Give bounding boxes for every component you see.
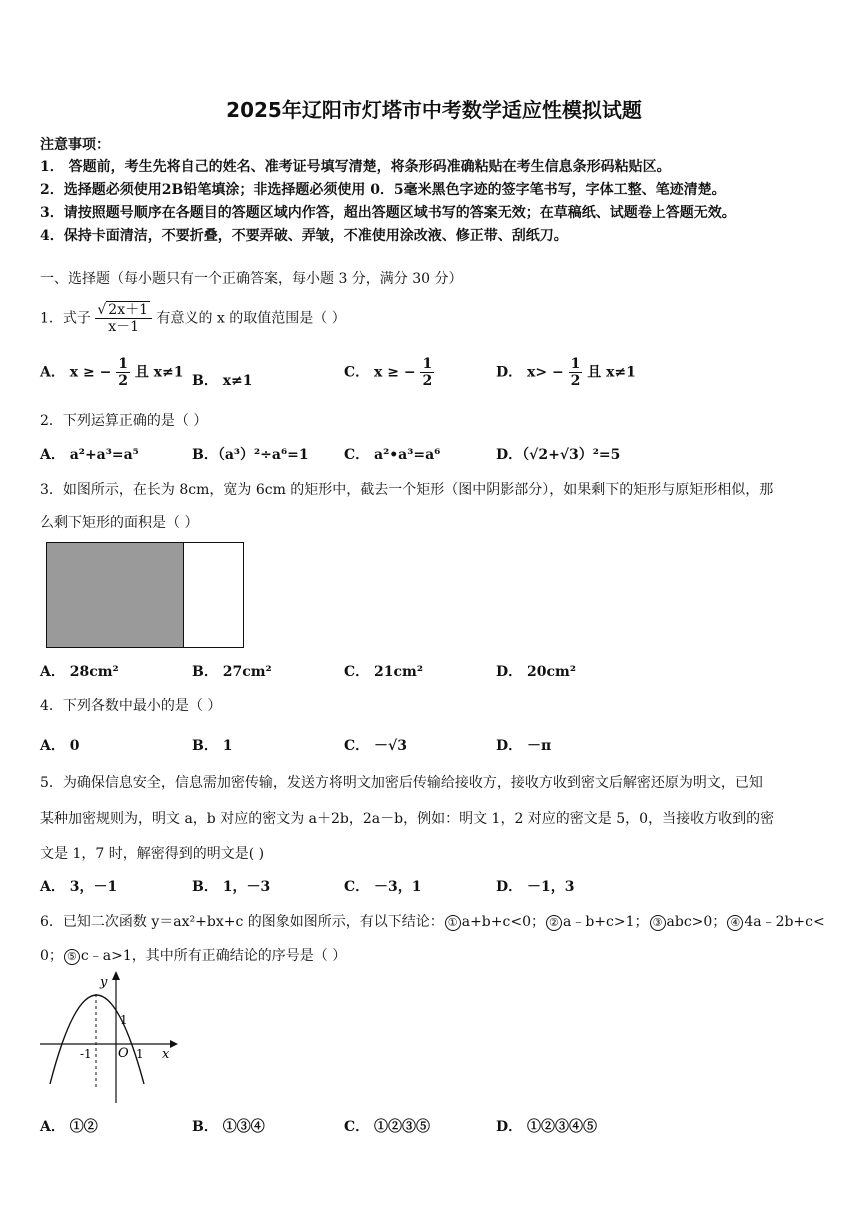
- question-5-line3: 文是 1，7 时，解密得到的明文是( ): [40, 846, 265, 862]
- section-heading: 一、选择题（每小题只有一个正确答案，每小题 3 分，满分 30 分）: [40, 271, 463, 287]
- shaded-rectangle: [47, 543, 184, 647]
- question-4: 4．下列各数中最小的是（ ）: [40, 698, 222, 714]
- q6-option-c: C． ①②③⑤: [344, 1119, 431, 1135]
- q3-option-a: A． 28cm²: [40, 664, 119, 680]
- q6-text: abc>0；: [666, 914, 727, 930]
- q4-option-c: C． －√3: [344, 738, 407, 754]
- half-fraction: [569, 356, 583, 389]
- fraction-numerator: 1: [422, 356, 433, 372]
- option-letter: D．: [496, 364, 523, 381]
- fraction-numerator: 1: [570, 356, 581, 372]
- q6-text: a+b+c<0；: [461, 914, 545, 930]
- q5-option-b: B． 1，－3: [192, 879, 271, 895]
- q6-option-b: B． ①③④: [192, 1119, 265, 1135]
- q1-prefix: 1．式子: [40, 310, 91, 327]
- notice-item: 2．选择题必须使用2B铅笔填涂；非选择题必须使用 0．5毫米黑色字迹的签字笔书写，字体工整、笔迹清楚。: [40, 182, 726, 198]
- q5-option-c: C． －3，1: [344, 879, 422, 895]
- q2-option-d: D．（√2+√3）²=5: [496, 447, 621, 463]
- question-6-line1: [40, 911, 825, 931]
- question-5-line1: 5．为确保信息安全，信息需加密传输，发送方将明文加密后传输给接收方，接收方收到密文后解密还原为明文，已知: [40, 775, 763, 791]
- q6-text: 0；: [40, 948, 63, 964]
- q1-numerator: 2x＋1: [108, 302, 149, 318]
- circled-number: ⑤: [64, 949, 80, 965]
- one-x-label: 1: [136, 1047, 144, 1061]
- q1-option-b: B． x≠1: [192, 373, 253, 389]
- fraction-numerator: 1: [118, 356, 128, 372]
- option-letter: C．: [344, 364, 370, 381]
- y-label: y: [100, 975, 108, 990]
- q6-text: a﹣b+c>1；: [562, 914, 649, 930]
- option-text: 且 x≠1: [587, 364, 636, 381]
- circled-number: ②: [546, 915, 562, 931]
- circled-number: ④: [727, 915, 743, 931]
- q1-denominator: x－1: [108, 319, 140, 335]
- notice-item: 1． 答题前，考生先将自己的姓名、准考证号填写清楚，将条形码准确粘贴在考生信息条形码粘贴区。: [40, 159, 671, 175]
- page-title: 2025年辽阳市灯塔市中考数学适应性模拟试题: [226, 98, 642, 122]
- y-intercept-label: 1: [120, 1013, 128, 1027]
- q4-option-b: B． 1: [192, 738, 233, 754]
- q6-text: 4a﹣2b+c<: [744, 914, 825, 930]
- q3-option-c: C． 21cm²: [344, 664, 423, 680]
- y-axis-arrow: [112, 971, 120, 980]
- half-fraction: [116, 356, 130, 389]
- q2-option-a: A． a²+a³=a⁵: [40, 447, 139, 463]
- question-6-line2: [40, 945, 346, 965]
- q5-option-a: A． 3，－1: [40, 879, 118, 895]
- x-axis-arrow: [170, 1040, 178, 1048]
- q3-option-b: B． 27cm²: [192, 664, 272, 680]
- option-text: x> −: [527, 364, 564, 381]
- question-1: [40, 302, 346, 335]
- option-text: x ≥ −: [69, 364, 112, 381]
- q6-option-a: A． ①②: [40, 1119, 98, 1135]
- q3-option-d: D． 20cm²: [496, 664, 576, 680]
- question-2: 2．下列运算正确的是（ ）: [40, 413, 208, 429]
- circled-number: ③: [650, 915, 666, 931]
- notice-item: 4．保持卡面清洁，不要折叠，不要弄破、弄皱，不准使用涂改液、修正带、刮纸刀。: [40, 228, 568, 244]
- fraction-denominator: 2: [570, 373, 581, 389]
- question-3-line1: 3．如图所示，在长为 8cm，宽为 6cm 的矩形中，截去一个矩形（图中阴影部分），如果剩下的矩形与原矩形相似，那: [40, 482, 774, 498]
- parabola-curve: [50, 995, 144, 1084]
- q6-text: 6．已知二次函数 y＝ax²+bx+c 的图象如图所示，有以下结论：: [40, 914, 444, 930]
- fraction-denominator: 2: [118, 373, 128, 389]
- q4-option-d: D． －π: [496, 738, 552, 754]
- q1-suffix: 有意义的 x 的取值范围是（ ）: [156, 310, 346, 327]
- q6-option-d: D． ①②③④⑤: [496, 1119, 598, 1135]
- q1-option-c: [344, 356, 434, 389]
- option-text: 且 x≠1: [134, 364, 184, 381]
- question-3-line2: 么剩下矩形的面积是（ ）: [40, 515, 199, 531]
- q5-option-d: D． －1，3: [496, 879, 575, 895]
- x-label: x: [162, 1047, 170, 1062]
- q4-option-a: A． 0: [40, 738, 80, 754]
- q1-option-a: [40, 356, 184, 389]
- parabola-graph: [36, 966, 186, 1106]
- q2-option-c: C． a²•a³=a⁶: [344, 447, 441, 463]
- q1-fraction: $\frac{√ 2x+1}{x-1}$: [95, 302, 152, 335]
- rectangle-figure: [46, 542, 244, 648]
- question-5-line2: 某种加密规则为，明文 a，b 对应的密文为 a＋2b，2a－b，例如：明文 1，2 对应的密文是 5，0，当接收方收到的密: [40, 811, 775, 827]
- origin-label: O: [118, 1046, 129, 1061]
- q6-text: c﹣a>1，其中所有正确结论的序号是（ ）: [80, 948, 347, 964]
- fraction-denominator: 2: [422, 373, 433, 389]
- circled-number: ①: [445, 915, 461, 931]
- q2-option-b: B．（a³）²÷a⁶=1: [192, 447, 309, 463]
- neg-one-label: -1: [80, 1047, 92, 1061]
- half-fraction: [420, 356, 434, 389]
- notice-item: 3．请按照题号顺序在各题目的答题区域内作答，超出答题区域书写的答案无效；在草稿纸、试题卷上答题无效。: [40, 205, 736, 221]
- q1-option-d: [496, 356, 636, 389]
- option-letter: A．: [40, 364, 65, 381]
- option-text: x ≥ −: [374, 364, 416, 381]
- notice-heading: 注意事项：: [40, 137, 110, 153]
